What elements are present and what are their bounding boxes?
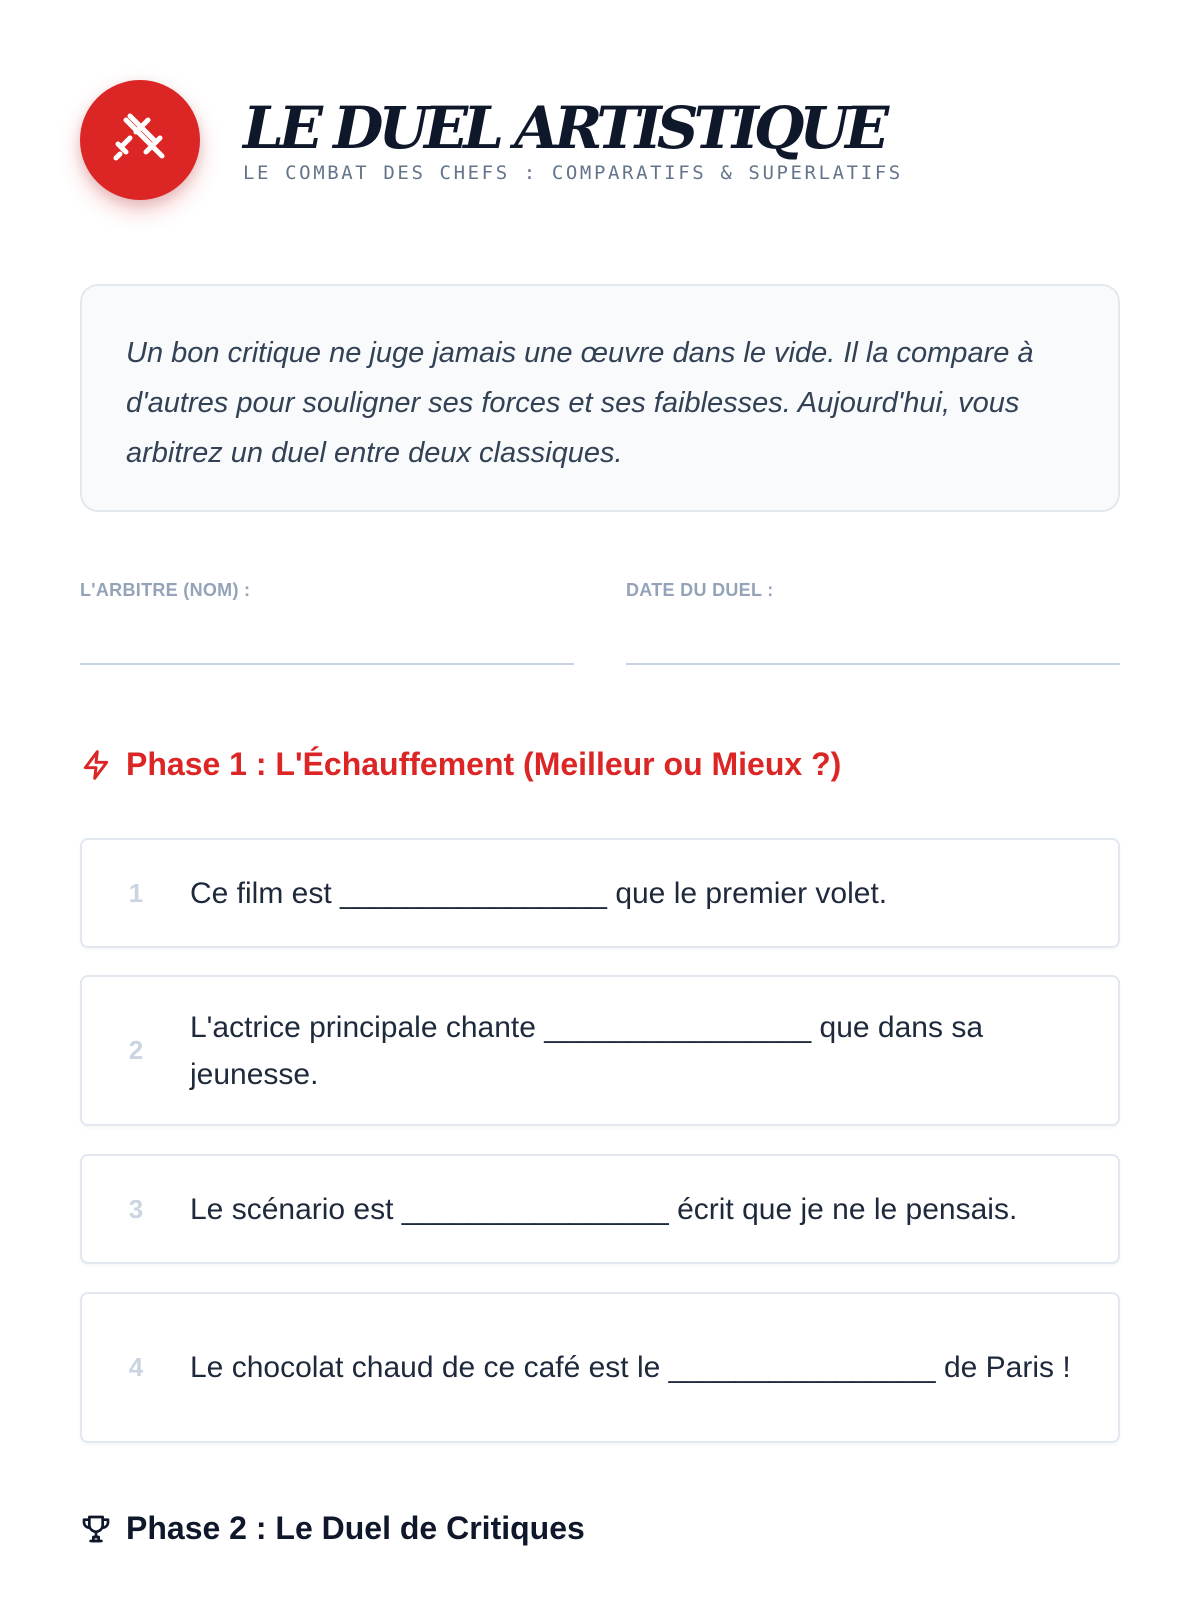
page-subtitle: LE COMBAT DES CHEFS : COMPARATIFS & SUPERLATIFS — [243, 162, 903, 184]
question-number: 2 — [128, 1035, 144, 1065]
trophy-icon — [80, 1513, 112, 1545]
question-card — [80, 1154, 1120, 1264]
question-number: 3 — [128, 1193, 144, 1224]
date-field[interactable] — [626, 580, 1120, 601]
question-text: Ce film est ________________ que le premier volet. — [190, 876, 888, 910]
question-card — [80, 975, 1120, 1126]
question-text: Le scénario est ________________ écrit que je ne le pensais. — [190, 1192, 1018, 1226]
intro-text: Un bon critique ne juge jamais une œuvre dans le vide. Il la compare à d'autres pour souligner ses forces et ses faiblesses. Aujourd'hui, vous arbitrez un duel entre deux classiques. — [126, 337, 1034, 469]
question-card — [80, 1292, 1120, 1443]
phase1-heading — [80, 746, 841, 783]
name-input-line[interactable] — [80, 663, 574, 665]
header — [80, 80, 1120, 200]
name-field-label: L'ARBITRE (NOM) : — [80, 580, 251, 600]
date-input-line[interactable] — [626, 663, 1120, 665]
intro-box — [80, 284, 1120, 512]
phase2-heading — [80, 1510, 585, 1547]
question-text: Le chocolat chaud de ce café est le ________________ de Paris ! — [190, 1351, 1071, 1384]
question-text: L'actrice principale chante ________________ que dans sa jeunesse. — [190, 1010, 984, 1091]
phase1-title: Phase 1 : L'Échauffement (Meilleur ou Mieux ?) — [126, 746, 842, 782]
date-field-label: DATE DU DUEL : — [626, 580, 774, 600]
phase2-title: Phase 2 : Le Duel de Critiques — [126, 1510, 585, 1546]
question-card — [80, 838, 1120, 948]
name-field[interactable] — [80, 580, 574, 601]
logo-badge — [80, 80, 200, 200]
lightning-icon — [80, 749, 112, 781]
question-number: 1 — [128, 877, 144, 908]
page-title: LE DUEL ARTISTIQUE — [243, 94, 885, 162]
question-number: 4 — [128, 1352, 144, 1382]
swords-icon — [108, 108, 172, 172]
